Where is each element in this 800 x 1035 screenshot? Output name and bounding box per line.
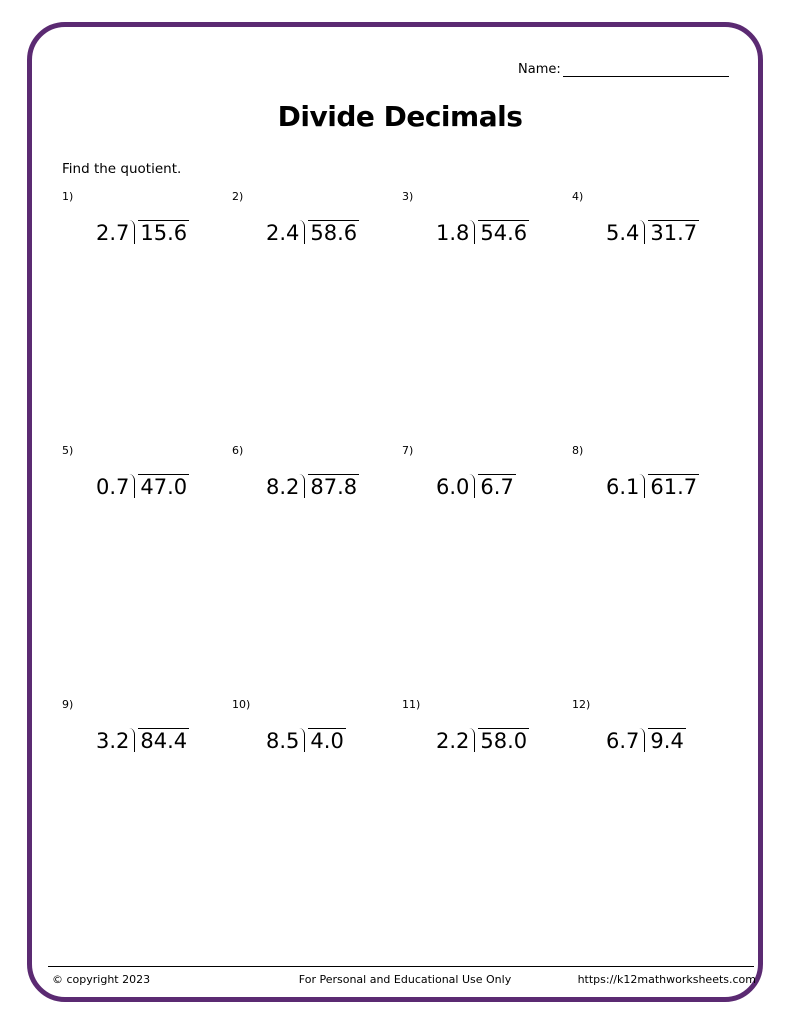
long-division-expression xyxy=(96,474,189,499)
name-blank-line[interactable] xyxy=(563,64,729,77)
divisor: 3.2 xyxy=(96,729,130,753)
dividend: 84.4 xyxy=(140,729,188,753)
dividend: 54.6 xyxy=(480,221,528,245)
divisor: 6.1 xyxy=(606,475,640,499)
dividend: 31.7 xyxy=(650,221,698,245)
footer-website: https://k12mathworksheets.com xyxy=(577,973,756,986)
long-division-expression xyxy=(606,728,686,753)
division-bracket-icon xyxy=(639,728,645,752)
divisor: 8.5 xyxy=(266,729,300,753)
long-division-expression xyxy=(436,220,529,245)
problem-number: 1) xyxy=(62,190,74,203)
long-division-expression xyxy=(266,474,359,499)
dividend: 87.8 xyxy=(310,475,358,499)
divisor: 2.7 xyxy=(96,221,130,245)
long-division-expression xyxy=(606,220,699,245)
problem-number: 8) xyxy=(572,444,584,457)
problem-item xyxy=(402,444,562,524)
dividend: 15.6 xyxy=(140,221,188,245)
division-bracket-icon xyxy=(299,474,305,498)
division-bracket-icon xyxy=(639,220,645,244)
divisor: 1.8 xyxy=(436,221,470,245)
problem-item xyxy=(572,698,732,778)
dividend: 9.4 xyxy=(650,729,684,753)
divisor: 6.0 xyxy=(436,475,470,499)
name-label: Name: xyxy=(518,62,561,77)
problem-number: 3) xyxy=(402,190,414,203)
problem-number: 5) xyxy=(62,444,74,457)
divisor: 0.7 xyxy=(96,475,130,499)
divisor: 2.2 xyxy=(436,729,470,753)
division-bracket-icon xyxy=(129,220,135,244)
long-division-expression xyxy=(606,474,699,499)
problem-number: 11) xyxy=(402,698,421,711)
problem-number: 2) xyxy=(232,190,244,203)
problem-item xyxy=(402,698,562,778)
dividend: 58.0 xyxy=(480,729,528,753)
problem-number: 7) xyxy=(402,444,414,457)
divisor: 2.4 xyxy=(266,221,300,245)
problem-item xyxy=(232,698,392,778)
problem-item xyxy=(572,190,732,270)
page-title: Divide Decimals xyxy=(277,100,523,133)
problem-item xyxy=(402,190,562,270)
long-division-expression xyxy=(266,728,346,753)
problem-item xyxy=(232,190,392,270)
problem-item xyxy=(572,444,732,524)
footer-usage: For Personal and Educational Use Only xyxy=(298,973,512,986)
long-division-expression xyxy=(436,474,516,499)
division-bracket-icon xyxy=(129,728,135,752)
problem-number: 6) xyxy=(232,444,244,457)
long-division-expression xyxy=(436,728,529,753)
division-bracket-icon xyxy=(639,474,645,498)
division-bracket-icon xyxy=(469,728,475,752)
long-division-expression xyxy=(96,220,189,245)
long-division-expression xyxy=(266,220,359,245)
divisor: 5.4 xyxy=(606,221,640,245)
dividend: 6.7 xyxy=(480,475,514,499)
dividend: 58.6 xyxy=(310,221,358,245)
dividend: 47.0 xyxy=(140,475,188,499)
division-bracket-icon xyxy=(299,220,305,244)
problem-item xyxy=(62,698,222,778)
division-bracket-icon xyxy=(129,474,135,498)
problem-number: 12) xyxy=(572,698,591,711)
long-division-expression xyxy=(96,728,189,753)
dividend: 61.7 xyxy=(650,475,698,499)
footer-copyright: © copyright 2023 xyxy=(52,973,151,986)
instructions: Find the quotient. xyxy=(62,161,182,177)
name-field xyxy=(518,62,729,77)
division-bracket-icon xyxy=(299,728,305,752)
problem-item xyxy=(62,190,222,270)
division-bracket-icon xyxy=(469,220,475,244)
problem-number: 4) xyxy=(572,190,584,203)
divisor: 6.7 xyxy=(606,729,640,753)
divisor: 8.2 xyxy=(266,475,300,499)
problem-number: 10) xyxy=(232,698,251,711)
problem-item xyxy=(232,444,392,524)
footer-divider xyxy=(48,966,754,967)
problem-item xyxy=(62,444,222,524)
division-bracket-icon xyxy=(469,474,475,498)
dividend: 4.0 xyxy=(310,729,344,753)
problem-number: 9) xyxy=(62,698,74,711)
